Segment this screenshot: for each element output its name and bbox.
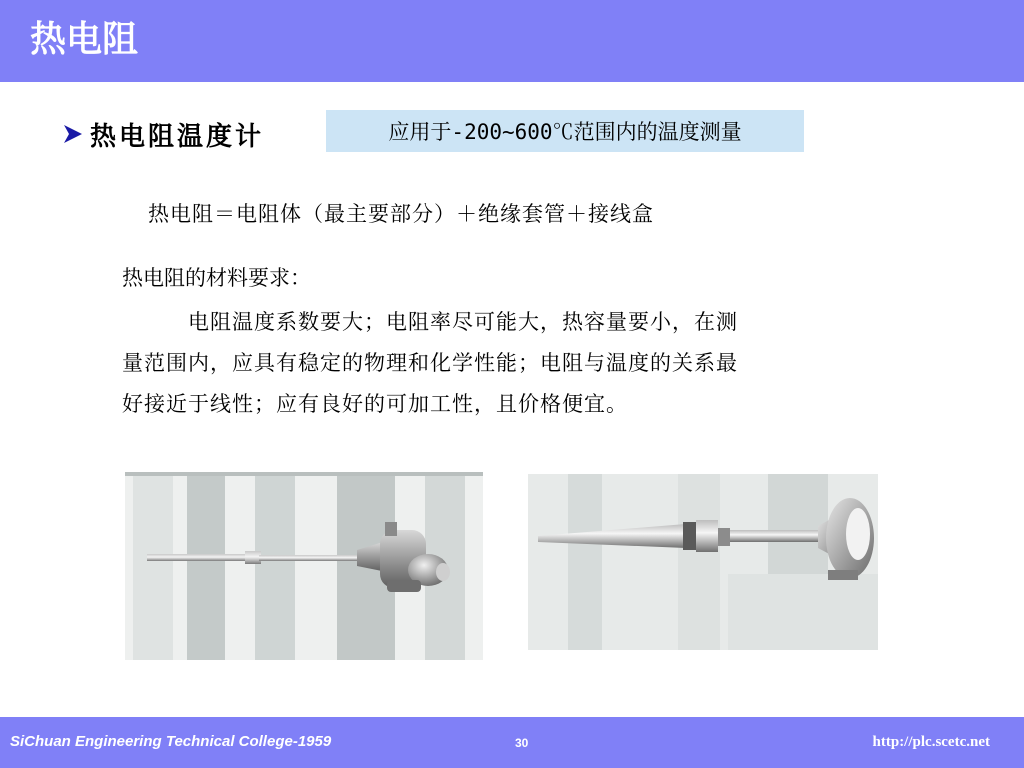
rtd-with-junction-box-photo	[125, 472, 483, 660]
bullet-text: 热电阻温度计	[90, 121, 265, 152]
requirements-paragraph	[122, 302, 942, 425]
footer-url: http://plc.scetc.net	[872, 734, 990, 750]
arrow-bullet-icon	[62, 123, 84, 145]
college-name: SiChuan Engineering Technical College-1959	[10, 733, 332, 750]
rtd-with-tapered-sheath-photo	[528, 474, 878, 650]
requirements-line: 量范围内，应具有稳定的物理和化学性能；电阻与温度的关系最	[122, 351, 738, 375]
footer-bar	[0, 717, 1024, 768]
range-callout: 应用于-200~600℃范围内的温度测量	[326, 110, 804, 152]
page-number: 30	[515, 736, 529, 750]
requirements-line: 电阻温度系数要大；电阻率尽可能大，热容量要小，在测	[122, 310, 738, 334]
composition-formula: 热电阻＝电阻体（最主要部分）＋绝缘套管＋接线盒	[148, 202, 654, 226]
slide-title: 热电阻	[30, 19, 139, 60]
bullet-item	[62, 114, 264, 154]
title-bar	[0, 0, 1024, 82]
requirements-heading: 热电阻的材料要求：	[122, 266, 311, 290]
requirements-line: 好接近于线性；应有良好的可加工性，且价格便宜。	[122, 392, 628, 416]
